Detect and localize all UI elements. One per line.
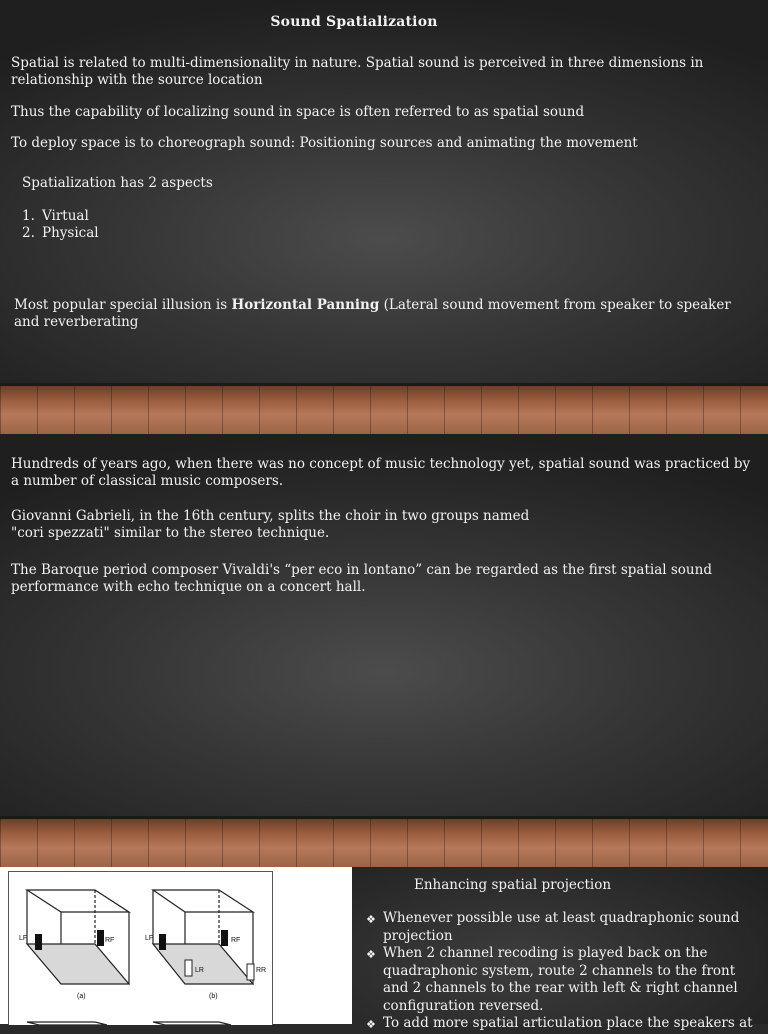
slide3-title: Enhancing spatial projection — [414, 877, 612, 893]
paragraph-classical-composers: Hundreds of years ago, when there was no concept of music technology yet, spatial sound was practiced by a number of classical music composers. — [11, 456, 751, 489]
bullet-text: To add more spatial articulation place the speakers at — [383, 1015, 753, 1031]
list-item-number: 2. — [22, 225, 35, 241]
paragraph-vivaldi: The Baroque period composer Vivaldi's “per eco in lontano” can be regarded as the first spatial sound performance with echo technique on a concert hall. — [11, 562, 712, 595]
speaker-icon — [97, 930, 104, 946]
gabrieli-line-2: "cori spezzati" similar to the stereo technique. — [11, 525, 330, 541]
paragraph-localizing-sound: Thus the capability of localizing sound in space is often referred to as spatial sound — [11, 104, 585, 120]
list-item — [22, 225, 99, 242]
list-item-number: 1. — [22, 208, 35, 224]
wood-floor-decoration — [0, 386, 768, 434]
speaker-icon — [221, 930, 228, 946]
label-rr-b: RR — [256, 967, 267, 974]
list-item — [366, 1015, 762, 1034]
speaker-icon — [159, 934, 166, 950]
bullet-text: When 2 channel recoding is played back on the quadraphonic system, route 2 channels to the front and 2 channels to the rear with left & right channel configuration reversed. — [383, 945, 738, 1014]
wood-floor-decoration — [0, 819, 768, 867]
gabrieli-line-1: Giovanni Gabrieli, in the 16th century, splits the choir in two groups named — [11, 508, 530, 524]
diamond-bullet-icon: ❖ — [366, 1018, 376, 1031]
speaker-layout-figure — [8, 871, 273, 1025]
paragraph-spatial-definition: Spatial is related to multi-dimensionality in nature. Spatial sound is perceived in three dimensions in relationship with the source location — [11, 55, 704, 88]
list-item-label: Physical — [42, 225, 99, 241]
slide-sound-spatialization — [0, 0, 768, 434]
paragraph-horizontal-panning — [14, 297, 754, 331]
panning-bold-term: Horizontal Panning — [231, 297, 380, 313]
label-a: (a) — [77, 993, 86, 1000]
paragraph-gabrieli — [11, 508, 751, 542]
paragraph-choreograph-sound: To deploy space is to choreograph sound: Positioning sources and animating the movement — [11, 135, 638, 151]
list-item — [366, 945, 762, 1015]
projection-text-panel — [352, 867, 768, 1031]
label-rf-b: RF — [231, 937, 241, 944]
aspects-list — [22, 208, 99, 242]
label-lf-a: LF — [19, 935, 28, 942]
speaker-layout-diagram — [9, 872, 272, 1025]
slide-title: Sound Spatialization — [270, 14, 438, 30]
label-lf-b: LF — [145, 935, 154, 942]
slide-spatial-history — [0, 434, 768, 867]
diamond-bullet-icon: ❖ — [366, 913, 376, 926]
diamond-bullet-icon: ❖ — [366, 948, 376, 961]
bullet-list — [366, 910, 762, 1034]
speaker-icon — [35, 934, 42, 950]
speaker-icon — [247, 964, 254, 980]
speaker-icon — [185, 960, 192, 976]
list-item — [22, 208, 99, 225]
list-item-label: Virtual — [42, 208, 89, 224]
bullet-text: Whenever possible use at least quadraphonic sound projection — [383, 910, 740, 944]
list-item — [366, 910, 762, 945]
figure-panel — [0, 867, 352, 1024]
aspects-intro: Spatialization has 2 aspects — [22, 175, 213, 191]
panning-text-post: (Lateral sound movement from speaker to speaker and reverberating — [14, 297, 731, 330]
label-lr-b: LR — [195, 967, 204, 974]
panning-text-pre: Most popular special illusion is — [14, 297, 232, 313]
label-rf-a: RF — [105, 937, 115, 944]
label-b: (b) — [209, 993, 218, 1000]
slide-enhancing-projection — [0, 867, 768, 1031]
